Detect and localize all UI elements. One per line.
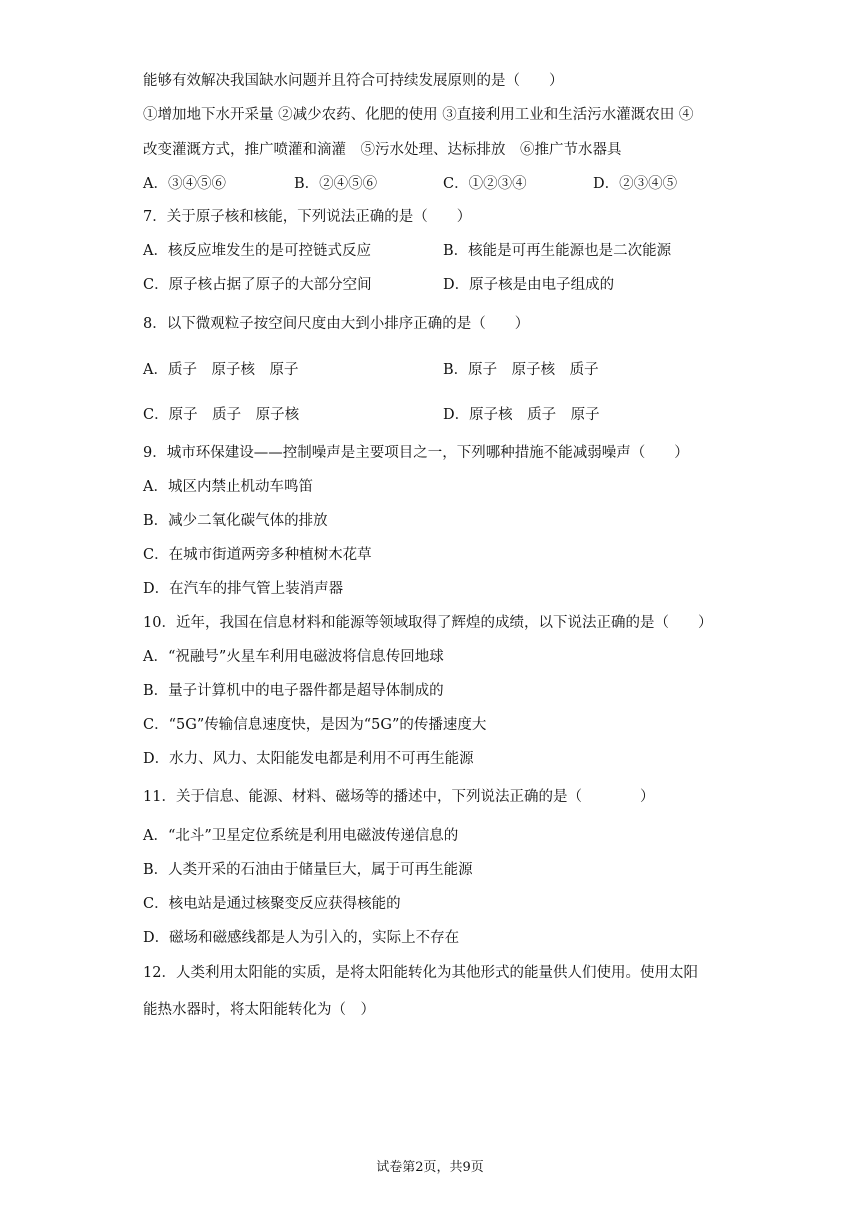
q8-option-a: A．质子 原子核 原子	[143, 362, 299, 378]
q9-option-a: A．城区内禁止机动车鸣笛	[143, 479, 313, 495]
q7-option-a: A．核反应堆发生的是可控链式反应	[143, 243, 371, 259]
q12-stem-line2: 能热水器时，将太阳能转化为（ ）	[143, 1002, 375, 1018]
q7-option-d: D．原子核是由电子组成的	[443, 277, 615, 293]
q12-stem-line1: 12．人类利用太阳能的实质，是将太阳能转化为其他形式的能量供人们使用。使用太阳	[143, 965, 698, 981]
q9-option-b: B．减少二氧化碳气体的排放	[143, 513, 328, 529]
q10-option-c: C．“5G”传输信息速度快，是因为“5G”的传播速度大	[143, 717, 487, 733]
q6-items-line2: 改变灌溉方式，推广喷灌和滴灌 ⑤污水处理、达标排放 ⑥推广节水器具	[143, 142, 622, 158]
q6-option-d: D．②③④⑤	[593, 176, 678, 192]
q8-option-b: B．原子 原子核 质子	[443, 362, 599, 378]
q6-option-b: B．②④⑤⑥	[294, 176, 378, 192]
q7-option-c: C．原子核占据了原子的大部分空间	[143, 277, 372, 293]
q9-option-d: D．在汽车的排气管上装消声器	[143, 581, 344, 597]
q6-stem: 能够有效解决我国缺水问题并且符合可持续发展原则的是（ ）	[143, 73, 564, 89]
q11-option-b: B．人类开采的石油由于储量巨大，属于可再生能源	[143, 862, 473, 878]
q11-option-c: C．核电站是通过核聚变反应获得核能的	[143, 896, 401, 912]
q9-stem: 9．城市环保建设——控制噪声是主要项目之一，下列哪种措施不能减弱噪声（ ）	[143, 445, 689, 461]
q8-option-c: C．原子 质子 原子核	[143, 407, 300, 423]
q10-option-d: D．水力、风力、太阳能发电都是利用不可再生能源	[143, 751, 474, 767]
q10-option-b: B．量子计算机中的电子器件都是超导体制成的	[143, 683, 444, 699]
q10-option-a: A．“祝融号”火星车利用电磁波将信息传回地球	[143, 649, 444, 665]
q10-stem: 10．近年，我国在信息材料和能源等领域取得了辉煌的成绩，以下说法正确的是（ ）	[143, 615, 713, 631]
q8-stem: 8．以下微观粒子按空间尺度由大到小排序正确的是（ ）	[143, 316, 530, 332]
q8-option-d: D．原子核 质子 原子	[443, 407, 600, 423]
q6-option-a: A．③④⑤⑥	[143, 176, 226, 192]
q11-stem: 11．关于信息、能源、材料、磁场等的播述中，下列说法正确的是（ ）	[143, 789, 655, 805]
page-footer: 试卷第2页，共9页	[376, 1160, 484, 1175]
q6-items-line1: ①增加地下水开采量 ②减少农药、化肥的使用 ③直接利用工业和生活污水灌溉农田 ④	[143, 107, 694, 123]
q11-option-a: A．“北斗”卫星定位系统是利用电磁波传递信息的	[143, 828, 459, 844]
q11-option-d: D．磁场和磁感线都是人为引入的，实际上不存在	[143, 930, 460, 946]
q9-option-c: C．在城市街道两旁多种植树木花草	[143, 547, 372, 563]
q6-option-c: C．①②③④	[443, 176, 527, 192]
q7-option-b: B．核能是可再生能源也是二次能源	[443, 243, 672, 259]
q7-stem: 7．关于原子核和核能，下列说法正确的是（ ）	[143, 209, 472, 225]
